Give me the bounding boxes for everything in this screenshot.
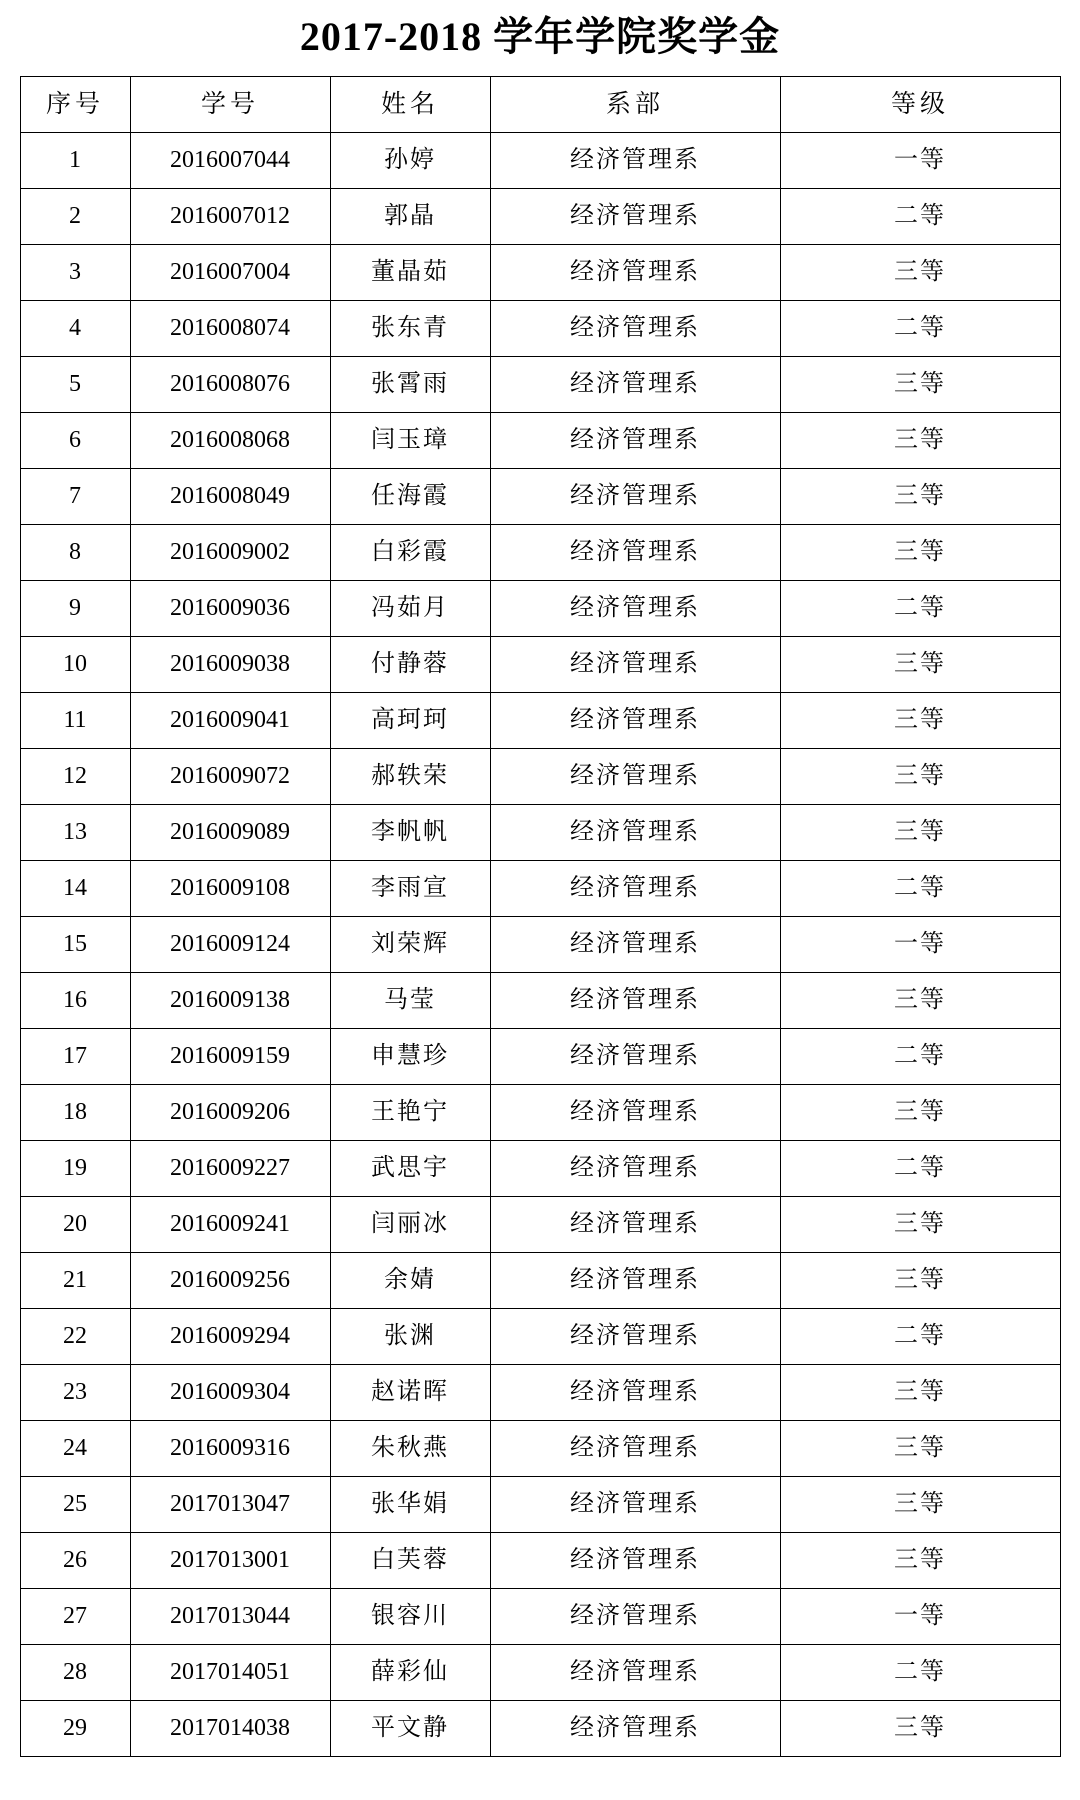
row-department: 经济管理系: [490, 637, 780, 693]
row-department: 经济管理系: [490, 469, 780, 525]
row-index: 8: [20, 525, 130, 581]
row-department: 经济管理系: [490, 1477, 780, 1533]
row-index: 10: [20, 637, 130, 693]
row-department: 经济管理系: [490, 1365, 780, 1421]
row-name: 白芙蓉: [330, 1533, 490, 1589]
row-student-id: 2017013047: [130, 1477, 330, 1533]
row-index: 5: [20, 357, 130, 413]
table-body: [20, 133, 1060, 1757]
row-index: 22: [20, 1309, 130, 1365]
table-row: [20, 1701, 1060, 1757]
row-level: 二等: [780, 1645, 1060, 1701]
row-department: 经济管理系: [490, 1645, 780, 1701]
row-department: 经济管理系: [490, 1197, 780, 1253]
table-row: [20, 581, 1060, 637]
row-index: 24: [20, 1421, 130, 1477]
row-name: 余婧: [330, 1253, 490, 1309]
row-index: 15: [20, 917, 130, 973]
table-row: [20, 469, 1060, 525]
row-student-id: 2016009002: [130, 525, 330, 581]
row-index: 26: [20, 1533, 130, 1589]
row-index: 13: [20, 805, 130, 861]
row-student-id: 2016009041: [130, 693, 330, 749]
row-name: 赵诺晖: [330, 1365, 490, 1421]
row-department: 经济管理系: [490, 581, 780, 637]
table-row: [20, 861, 1060, 917]
table-row: [20, 301, 1060, 357]
row-level: 三等: [780, 693, 1060, 749]
column-header-student-id: 学号: [130, 77, 330, 133]
row-department: 经济管理系: [490, 861, 780, 917]
row-index: 4: [20, 301, 130, 357]
row-department: 经济管理系: [490, 973, 780, 1029]
row-index: 16: [20, 973, 130, 1029]
row-index: 23: [20, 1365, 130, 1421]
column-header-name: 姓名: [330, 77, 490, 133]
row-student-id: 2016009304: [130, 1365, 330, 1421]
row-level: 二等: [780, 861, 1060, 917]
table-row: [20, 973, 1060, 1029]
table-row: [20, 357, 1060, 413]
row-student-id: 2016009206: [130, 1085, 330, 1141]
row-name: 高珂珂: [330, 693, 490, 749]
row-level: 二等: [780, 1141, 1060, 1197]
row-index: 17: [20, 1029, 130, 1085]
table-row: [20, 245, 1060, 301]
row-name: 薛彩仙: [330, 1645, 490, 1701]
row-level: 三等: [780, 1701, 1060, 1757]
row-student-id: 2016007004: [130, 245, 330, 301]
row-student-id: 2016009124: [130, 917, 330, 973]
row-department: 经济管理系: [490, 189, 780, 245]
row-name: 平文静: [330, 1701, 490, 1757]
row-student-id: 2016007012: [130, 189, 330, 245]
row-index: 3: [20, 245, 130, 301]
row-department: 经济管理系: [490, 917, 780, 973]
row-department: 经济管理系: [490, 1085, 780, 1141]
column-header-level: 等级: [780, 77, 1060, 133]
row-index: 6: [20, 413, 130, 469]
row-level: 三等: [780, 1421, 1060, 1477]
table-row: [20, 637, 1060, 693]
table-row: [20, 1589, 1060, 1645]
row-name: 白彩霞: [330, 525, 490, 581]
table-row: [20, 1421, 1060, 1477]
row-student-id: 2016009256: [130, 1253, 330, 1309]
row-name: 郭晶: [330, 189, 490, 245]
row-level: 三等: [780, 525, 1060, 581]
row-department: 经济管理系: [490, 413, 780, 469]
row-level: 三等: [780, 637, 1060, 693]
table-row: [20, 525, 1060, 581]
row-student-id: 2016009159: [130, 1029, 330, 1085]
row-index: 29: [20, 1701, 130, 1757]
row-student-id: 2016009072: [130, 749, 330, 805]
row-name: 张华娟: [330, 1477, 490, 1533]
row-department: 经济管理系: [490, 525, 780, 581]
row-name: 朱秋燕: [330, 1421, 490, 1477]
row-index: 25: [20, 1477, 130, 1533]
row-name: 张东青: [330, 301, 490, 357]
row-student-id: 2017013001: [130, 1533, 330, 1589]
row-student-id: 2016009036: [130, 581, 330, 637]
row-department: 经济管理系: [490, 357, 780, 413]
row-department: 经济管理系: [490, 749, 780, 805]
row-student-id: 2016009241: [130, 1197, 330, 1253]
table-row: [20, 749, 1060, 805]
row-student-id: 2016009138: [130, 973, 330, 1029]
row-department: 经济管理系: [490, 133, 780, 189]
row-level: 二等: [780, 301, 1060, 357]
row-student-id: 2016008074: [130, 301, 330, 357]
scholarship-table: [20, 76, 1061, 1757]
column-header-department: 系部: [490, 77, 780, 133]
row-level: 三等: [780, 1477, 1060, 1533]
row-name: 任海霞: [330, 469, 490, 525]
row-department: 经济管理系: [490, 301, 780, 357]
row-index: 28: [20, 1645, 130, 1701]
table-row: [20, 1645, 1060, 1701]
table-row: [20, 693, 1060, 749]
row-index: 7: [20, 469, 130, 525]
row-name: 申慧珍: [330, 1029, 490, 1085]
table-row: [20, 1309, 1060, 1365]
table-row: [20, 917, 1060, 973]
row-name: 王艳宁: [330, 1085, 490, 1141]
row-student-id: 2016008068: [130, 413, 330, 469]
table-row: [20, 1253, 1060, 1309]
row-name: 银容川: [330, 1589, 490, 1645]
row-index: 21: [20, 1253, 130, 1309]
row-level: 三等: [780, 1253, 1060, 1309]
row-level: 三等: [780, 973, 1060, 1029]
row-department: 经济管理系: [490, 245, 780, 301]
table-row: [20, 189, 1060, 245]
row-index: 12: [20, 749, 130, 805]
row-name: 闫玉璋: [330, 413, 490, 469]
table-row: [20, 1085, 1060, 1141]
row-index: 11: [20, 693, 130, 749]
row-department: 经济管理系: [490, 1701, 780, 1757]
row-department: 经济管理系: [490, 805, 780, 861]
row-level: 二等: [780, 189, 1060, 245]
row-index: 14: [20, 861, 130, 917]
table-row: [20, 1365, 1060, 1421]
row-student-id: 2016007044: [130, 133, 330, 189]
row-level: 一等: [780, 133, 1060, 189]
row-name: 刘荣辉: [330, 917, 490, 973]
row-name: 张渊: [330, 1309, 490, 1365]
row-department: 经济管理系: [490, 1253, 780, 1309]
table-row: [20, 1141, 1060, 1197]
row-name: 董晶茹: [330, 245, 490, 301]
row-level: 一等: [780, 917, 1060, 973]
row-level: 二等: [780, 1029, 1060, 1085]
row-student-id: 2016009089: [130, 805, 330, 861]
row-name: 李帆帆: [330, 805, 490, 861]
row-student-id: 2016009227: [130, 1141, 330, 1197]
row-name: 付静蓉: [330, 637, 490, 693]
row-level: 三等: [780, 357, 1060, 413]
table-row: [20, 413, 1060, 469]
row-student-id: 2017014051: [130, 1645, 330, 1701]
table-row: [20, 1197, 1060, 1253]
table-header: [20, 77, 1060, 133]
row-level: 二等: [780, 1309, 1060, 1365]
row-level: 三等: [780, 1085, 1060, 1141]
row-level: 二等: [780, 581, 1060, 637]
table-header-row: [20, 77, 1060, 133]
row-level: 三等: [780, 805, 1060, 861]
row-level: 三等: [780, 1197, 1060, 1253]
row-department: 经济管理系: [490, 1589, 780, 1645]
row-level: 三等: [780, 469, 1060, 525]
row-level: 三等: [780, 413, 1060, 469]
row-department: 经济管理系: [490, 1029, 780, 1085]
row-name: 张霄雨: [330, 357, 490, 413]
row-name: 李雨宣: [330, 861, 490, 917]
row-student-id: 2016009038: [130, 637, 330, 693]
row-student-id: 2016009294: [130, 1309, 330, 1365]
row-index: 19: [20, 1141, 130, 1197]
row-level: 三等: [780, 245, 1060, 301]
row-index: 9: [20, 581, 130, 637]
row-level: 三等: [780, 749, 1060, 805]
row-name: 冯茹月: [330, 581, 490, 637]
row-department: 经济管理系: [490, 693, 780, 749]
row-index: 2: [20, 189, 130, 245]
row-index: 18: [20, 1085, 130, 1141]
table-row: [20, 1477, 1060, 1533]
row-level: 三等: [780, 1533, 1060, 1589]
row-student-id: 2016008049: [130, 469, 330, 525]
table-row: [20, 133, 1060, 189]
row-name: 闫丽冰: [330, 1197, 490, 1253]
row-student-id: 2016008076: [130, 357, 330, 413]
row-department: 经济管理系: [490, 1141, 780, 1197]
row-level: 一等: [780, 1589, 1060, 1645]
table-row: [20, 805, 1060, 861]
row-level: 三等: [780, 1365, 1060, 1421]
row-student-id: 2016009316: [130, 1421, 330, 1477]
row-department: 经济管理系: [490, 1421, 780, 1477]
row-department: 经济管理系: [490, 1533, 780, 1589]
row-index: 27: [20, 1589, 130, 1645]
row-index: 1: [20, 133, 130, 189]
table-row: [20, 1029, 1060, 1085]
row-student-id: 2017014038: [130, 1701, 330, 1757]
row-student-id: 2017013044: [130, 1589, 330, 1645]
row-name: 武思宇: [330, 1141, 490, 1197]
row-student-id: 2016009108: [130, 861, 330, 917]
page-title: 2017-2018 学年学院奖学金: [299, 14, 781, 59]
row-name: 孙婷: [330, 133, 490, 189]
row-name: 马莹: [330, 973, 490, 1029]
row-department: 经济管理系: [490, 1309, 780, 1365]
row-name: 郝轶荣: [330, 749, 490, 805]
row-index: 20: [20, 1197, 130, 1253]
column-header-index: 序号: [20, 77, 130, 133]
table-row: [20, 1533, 1060, 1589]
